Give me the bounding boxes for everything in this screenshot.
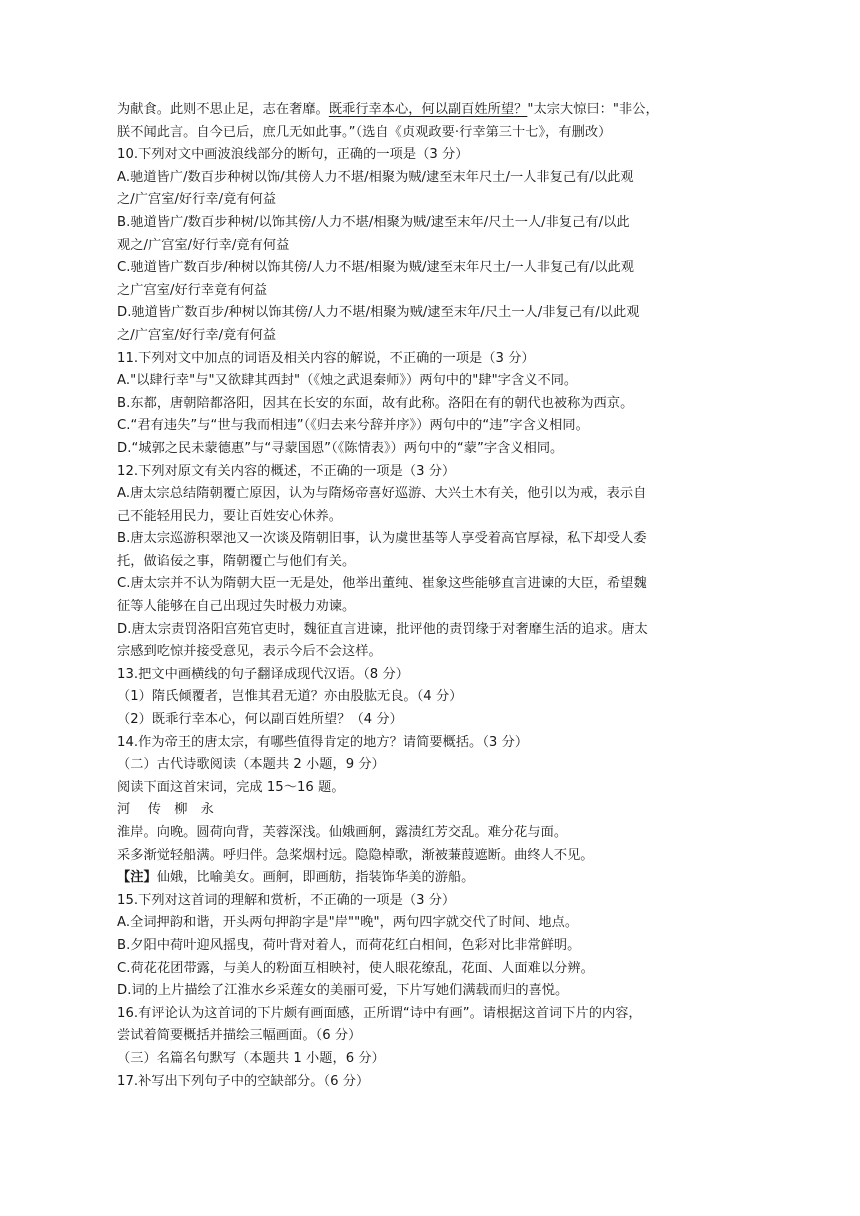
- note-text: 仙娥，比喻美女。画舸，即画舫，指装饰华美的游船。: [156, 870, 475, 886]
- option-11d: D.“城郭之民未蒙德惠”与“寻蒙国恩”（《陈情表》）两句中的“蒙”字含义相同。: [117, 440, 564, 456]
- option-12c-line2: 征等人能够在自己出现过失时极力劝谏。: [117, 599, 356, 615]
- option-12a-line2: 己不能轻用民力，要让百姓安心休养。: [117, 508, 343, 524]
- question-13: 13.把文中画横线的句子翻译成现代汉语。（8 分）: [117, 666, 409, 682]
- option-15a: A.全词押韵和谐，开头两句押韵字是"岸""晚"，两句四字就交代了时间、地点。: [117, 915, 579, 931]
- option-10b-line2: 观之/广宫室/好行幸/竟有何益: [117, 237, 290, 253]
- option-10c-line2: 之广宫室/好行幸竟有何益: [117, 282, 268, 298]
- option-12c-line1: C.唐太宗并不认为隋朝大臣一无是处，他举出董纯、崔象这些能够直言进谏的大臣，希望魏: [117, 576, 647, 592]
- option-12b-line2: 托，做谄佞之事，隋朝覆亡与他们有关。: [117, 553, 356, 569]
- question-17: 17.补写出下列句子中的空缺部分。（6 分）: [117, 1073, 370, 1089]
- note-tag: 【注】: [117, 870, 157, 886]
- poem-note: [117, 867, 743, 890]
- question-15: 15.下列对这首词的理解和赏析，不正确的一项是（3 分）: [117, 892, 456, 908]
- option-10d-line1: D.驰道皆广数百步/种树以饰其傍/人力不堪/相聚为贼/逮至末年/尺土一人/非复己有/以此观: [117, 305, 640, 321]
- poem-line: 采多渐觉轻船满。呼归伴。急桨烟村远。隐隐棹歌，渐被蒹葭遮断。曲终人不见。: [117, 847, 594, 863]
- option-11b: B.东都，唐朝陪都洛阳，因其在长安的东面，故有此称。洛阳在有的朝代也被称为西京。: [117, 395, 634, 411]
- option-10d-line2: 之/广宫室/好行幸/竟有何益: [117, 327, 277, 343]
- option-12d-line1: D.唐太宗责罚洛阳宫苑官吏时，魏征直言进谏，批评他的责罚缘于对奢靡生活的追求。唐太: [117, 621, 648, 637]
- section-heading: （二）古代诗歌阅读（本题共 2 小题，9 分）: [117, 757, 385, 773]
- option-12d-line2: 宗感到吃惊并接受意见，表示今后不会这样。: [117, 644, 382, 660]
- question-16-line1: 16.有评论认为这首词的下片颇有画面感，正所谓“诗中有画”。请根据这首词下片的内容，: [117, 1005, 642, 1021]
- option-15b: B.夕阳中荷叶迎风摇曳，荷叶背对着人，而荷花红白相间，色彩对比非常鲜明。: [117, 937, 581, 953]
- option-11a: A."以肆行幸"与"又欲肆其西封"（《烛之武退秦师》）两句中的"肆"字含义不同。: [117, 373, 578, 389]
- option-12b-line1: B.唐太宗巡游积翠池又一次谈及隋朝旧事，认为虞世基等人享受着高官厚禄，私下却受人委: [117, 531, 647, 547]
- option-15d: D.词的上片描绘了江淮水乡采莲女的美丽可爱，下片写她们满载而归的喜悦。: [117, 983, 569, 999]
- option-10a-line2: 之/广宫室/好行幸/竟有何益: [117, 192, 277, 208]
- question-16-line2: 尝试着简要概括并描绘三幅画面。（6 分）: [117, 1028, 362, 1044]
- question-13-part1: （1）隋氏倾覆者，岂惟其君无道？亦由股肱无良。（4 分）: [117, 689, 463, 705]
- section-heading: （三）名篇名句默写（本题共 1 小题，6 分）: [117, 1050, 385, 1066]
- question-12: 12.下列对原文有关内容的概述，不正确的一项是（3 分）: [117, 463, 456, 479]
- passage-line: [117, 99, 743, 122]
- question-14: 14.作为帝王的唐太宗，有哪些值得肯定的地方？请简要概括。（3 分）: [117, 734, 529, 750]
- option-10c-line1: C.驰道皆广数百步/种树以饰其傍/人力不堪/相聚为贼/逮至末年尺土/一人非复己有/以此观: [117, 260, 635, 276]
- option-11c: C.“君有违失”与“世与我而相违”（《归去来兮辞并序》）两句中的“违”字含义相同。: [117, 418, 589, 434]
- option-10a-line1: A.驰道皆广/数百步种树以饰/其傍人力不堪/相聚为贼/逮至末年尺土/一人非复己有/以此观: [117, 169, 634, 185]
- option-10b-line1: B.驰道皆广/数百步种树/以饰其傍/人力不堪/相聚为贼/逮至末年/尺土一人/非复己有/以此: [117, 214, 630, 230]
- reading-instruction: 阅读下面这首宋词，完成 15～16 题。: [117, 779, 345, 795]
- option-15c: C.荷花花团带露，与美人的粉面互相映衬，使人眼花缭乱，花面、人面难以分辨。: [117, 960, 594, 976]
- question-10: 10.下列对文中画波浪线部分的断句，正确的一项是（3 分）: [117, 147, 469, 163]
- passage-text: "太宗大惊曰："非公，: [527, 102, 659, 117]
- question-13-part2: （2）既乖行幸本心，何以副百姓所望？（4 分）: [117, 712, 403, 728]
- option-12a-line1: A.唐太宗总结隋朝覆亡原因，认为与隋炀帝喜好巡游、大兴土木有关，他引以为戒，表示自: [117, 486, 647, 502]
- passage-text: 为献食。此则不思止足，志在奢靡。: [117, 102, 329, 117]
- underlined-sentence: 既乖行幸本心，何以副百姓所望？: [328, 102, 528, 117]
- passage-line: 朕不闻此言。自今已后，庶几无如此事。”（选自《贞观政要·行幸第三十七》，有删改）: [117, 124, 612, 140]
- document-body: [117, 99, 743, 1093]
- question-11: 11.下列对文中加点的词语及相关内容的解说，不正确的一项是（3 分）: [117, 350, 535, 366]
- poem-line: 淮岸。向晚。圆荷向背，芙蓉深浅。仙娥画舸，露渍红芳交乱。难分花与面。: [117, 825, 568, 840]
- poem-title: 河 传 柳 永: [117, 802, 214, 818]
